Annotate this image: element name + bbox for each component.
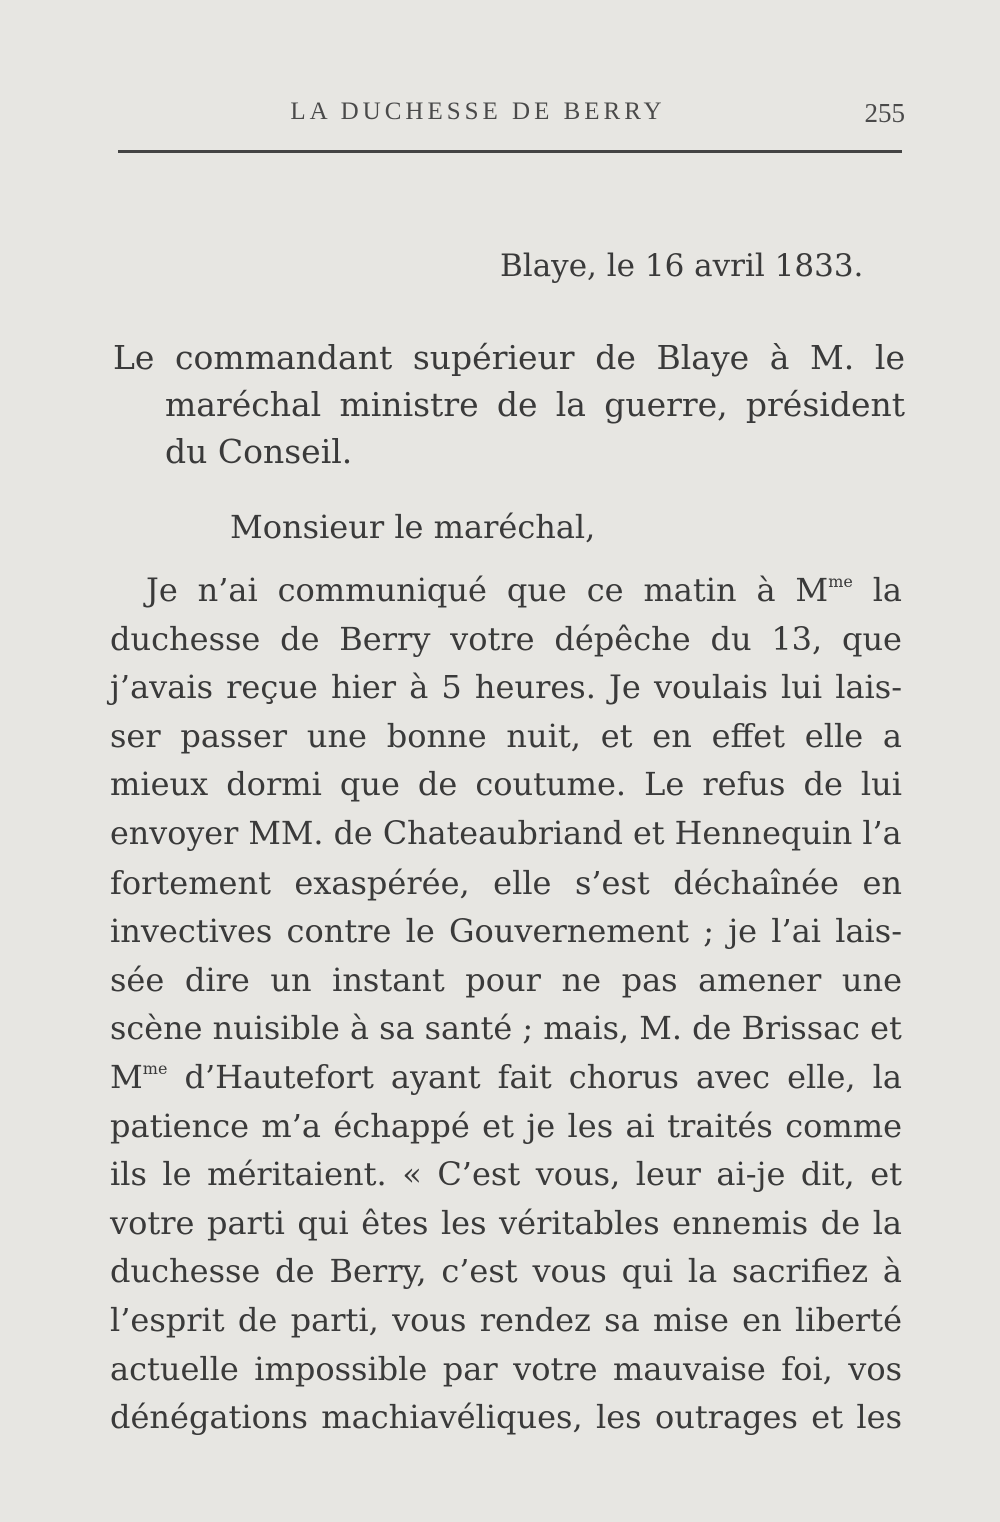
letter-address (113, 334, 905, 475)
letter-salutation: Monsieur le maréchal, (230, 508, 596, 546)
body-line-text: votre parti qui êtes les véritables ennemis de la (110, 1203, 902, 1242)
body-line (110, 956, 902, 1005)
body-line-text: ser passer une bonne nuit, et en effet elle a (110, 716, 902, 755)
body-line (110, 760, 902, 809)
address-line: Le commandant supérieur de Blaye à M. le (113, 338, 905, 377)
body-line-text: scène nuisible à sa santé ; mais, M. de Brissac et (110, 1009, 902, 1048)
running-head (118, 98, 905, 138)
letter-dateline: Blaye, le 16 avril 1833. (500, 248, 864, 284)
body-line-text: la (852, 571, 903, 609)
running-title: LA DUCHESSE DE BERRY (290, 98, 666, 125)
body-line (110, 809, 902, 859)
body-line-text: duchesse de Berry votre dépêche du 13, que (110, 619, 902, 658)
address-line: du Conseil. (165, 432, 353, 471)
body-line-text: Je n’ai communiqué que ce matin à M (146, 571, 829, 609)
body-line-text: duchesse de Berry, c’est vous qui la sacrifiez à (110, 1252, 902, 1291)
body-line-text: actuelle impossible par votre mauvaise foi, vos (110, 1349, 902, 1388)
body-line (110, 1199, 902, 1248)
body-line (110, 1393, 902, 1442)
body-line (110, 1296, 902, 1345)
body-line (110, 566, 902, 615)
body-line-text: M (110, 1057, 143, 1096)
body-line (110, 1247, 902, 1296)
body-line-text: dénégations machiavéliques, les outrages et les (110, 1398, 902, 1437)
body-line-text: mieux dormi que de coutume. Le refus de lui (110, 765, 902, 804)
body-line (110, 615, 902, 664)
body-line (110, 907, 902, 956)
page-number: 255 (864, 98, 905, 128)
body-line-text: l’esprit de parti, vous rendez sa mise en liberté (110, 1300, 902, 1339)
body-line (110, 859, 902, 908)
body-line-text: patience m’a échappé et je les ai traités comme (110, 1106, 902, 1145)
body-line-text: j’avais reçue hier à 5 heures. Je voulais lui lais- (110, 668, 902, 707)
body-line-text: invectives contre le Gouvernement ; je l’ai lais- (110, 912, 902, 951)
body-line (110, 1053, 902, 1102)
body-line (110, 712, 902, 761)
superscript-abbrev: me (828, 572, 853, 591)
body-line (110, 1345, 902, 1394)
body-line (110, 663, 902, 712)
body-line-text: sée dire un instant pour ne pas amener une (110, 960, 902, 999)
body-line (110, 1004, 902, 1053)
body-line-text: d’Hautefort ayant fait chorus avec elle, la (167, 1057, 902, 1096)
body-line-text: ils le méritaient. « C’est vous, leur ai-je dit, et (110, 1155, 902, 1194)
header-rule (118, 150, 902, 153)
letter-body (110, 566, 902, 1442)
body-line (110, 1102, 902, 1151)
body-line-text: envoyer MM. de Chateaubriand et Hennequin l’a (110, 815, 902, 852)
body-line (110, 1150, 902, 1199)
superscript-abbrev: me (142, 1058, 168, 1078)
body-line-text: fortement exaspérée, elle s’est déchaînée en (110, 863, 902, 902)
address-line: maréchal ministre de la guerre, président (165, 385, 905, 424)
